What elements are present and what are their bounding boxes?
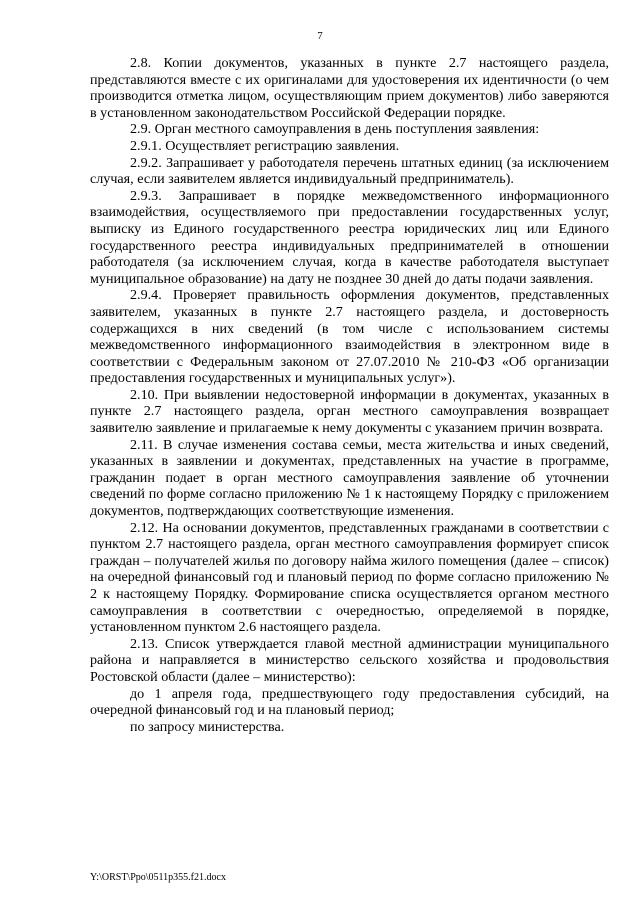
paragraph-2-9-2: 2.9.2. Запрашивает у работодателя перечень штатных единиц (за исключением случая, если заявителем является индивидуальный предприниматель). xyxy=(90,154,609,188)
paragraph-2-13: 2.13. Список утверждается главой местной администрации муниципального района и направляется в министерство сельского хозяйства и продовольствия Ростовской области (далее – министерство): xyxy=(90,635,609,685)
page-number: 7 xyxy=(317,30,323,42)
paragraph-2-8: 2.8. Копии документов, указанных в пункте 2.7 настоящего раздела, представляются вместе с их оригиналами для удостоверения их идентичности (о чем производится отметка лицом, осуществляющим прием документов) либо заверяются в установленном законодательством Российской Федерации порядке. xyxy=(90,55,609,121)
paragraph-2-12: 2.12. На основании документов, представленных гражданами в соответствии с пунктом 2.7 настоящего раздела, орган местного самоуправления формирует список граждан – получателей жилья по договору найма жилого помещения (далее – список) на очередной финансовый год и плановый период по форме согласно приложению № 2 к настоящему Порядку. Формирование списка осуществляется органом местного самоуправления в соответствии с очередностью, определяемой в порядке, установленном пунктом 2.6 настоящего раздела. xyxy=(90,519,609,636)
paragraph-2-13-item-2: по запросу министерства. xyxy=(130,718,285,735)
paragraph-2-10: 2.10. При выявлении недостоверной информации в документах, указанных в пункте 2.7 настоящего раздела, орган местного самоуправления возвращает заявителю заявление и прилагаемые к нему документы с указанием причин возврата. xyxy=(90,386,609,437)
document-body xyxy=(90,55,609,735)
paragraph-2-9-4: 2.9.4. Проверяет правильность оформления документов, представленных заявителем, указанных в пункте 2.7 настоящего раздела, и достоверность содержащихся в них сведений (в том числе с использованием системы межведомственного информационного взаимодействия в электронном виде в соответствии с Федеральным законом от 27.07.2010 № 210-ФЗ «Об организации предоставления государственных и муниципальных услуг»). xyxy=(90,287,609,387)
paragraph-2-11: 2.11. В случае изменения состава семьи, места жительства и иных сведений, указанных в заявлении и документах, представленных на участие в программе, гражданин подает в орган местного самоуправления заявление об уточнении сведений по форме согласно приложению № 1 к настоящему Порядку с приложением документов, подтверждающих соответствующие изменения. xyxy=(90,436,609,520)
footer-file-path: Y:\ORST\Ppo\0511p355.f21.docx xyxy=(90,872,226,883)
paragraph-2-9: 2.9. Орган местного самоуправления в день поступления заявления: xyxy=(130,121,540,138)
paragraph-2-9-1: 2.9.1. Осуществляет регистрацию заявления. xyxy=(130,137,400,154)
paragraph-2-13-item-1: до 1 апреля года, предшествующего году предоставления субсидий, на очередной финансовый год и на плановый период; xyxy=(90,685,609,719)
paragraph-2-9-3: 2.9.3. Запрашивает в порядке межведомственного информационного взаимодействия, осуществляемого при предоставлении государственных услуг, выписку из Единого государственного реестра юридических лиц или Единого государственного реестра индивидуальных предпринимателей в отношении работодателя (за исключением случая, когда в качестве работодателя выступает муниципальное образование) на дату не позднее 30 дней до даты подачи заявления. xyxy=(90,187,609,287)
